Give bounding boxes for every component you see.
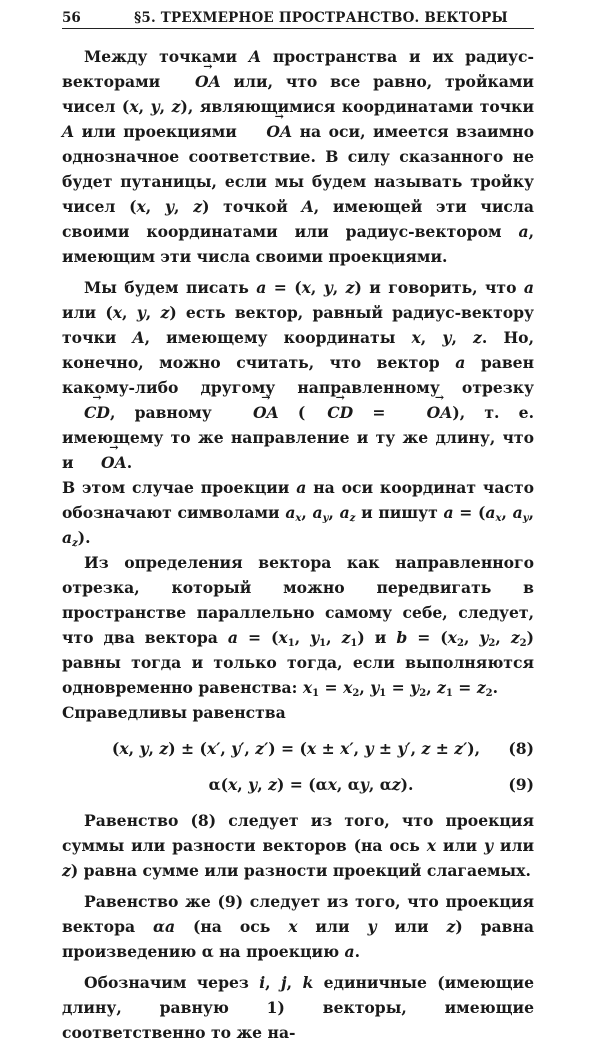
subscript: 2 — [488, 638, 496, 649]
subscript: z — [349, 513, 356, 524]
text: , имеющему координаты — [144, 328, 412, 347]
text: В этом случае проекции — [62, 478, 297, 497]
projection-ax: a — [285, 503, 296, 522]
text: Обозначим через — [84, 973, 260, 992]
text: или — [493, 836, 535, 855]
text: = ( — [237, 628, 279, 647]
var-y: y — [479, 628, 489, 647]
subscript: 2 — [485, 688, 493, 699]
subscript: 1 — [445, 688, 453, 699]
text: = ( — [453, 503, 486, 522]
text: Справедливы равенства — [62, 703, 286, 722]
var-x-prime: x′ — [206, 739, 221, 758]
text: Равенство (8) следует из того, что проекция суммы или разности векторов (на ось — [62, 811, 534, 855]
var-z: z — [193, 197, 203, 216]
vector-a: a — [256, 278, 267, 297]
projection-ay: a — [512, 503, 523, 522]
text: или, что все равно, тройками чисел ( — [62, 72, 534, 116]
page — [62, 10, 534, 1045]
vector-a: a — [443, 503, 454, 522]
var-z: z — [160, 303, 170, 322]
comma: , — [244, 739, 256, 758]
symbol: ), — [467, 739, 481, 758]
comma: , — [332, 278, 346, 297]
comma: , — [237, 775, 249, 794]
text: или — [436, 836, 484, 855]
var-y: y — [310, 628, 320, 647]
text: , равному — [109, 403, 231, 422]
symbol: ) = ( — [268, 739, 307, 758]
var-y: y — [410, 678, 420, 697]
text: ) равна произведению α на проекцию — [62, 917, 534, 961]
var-y: y — [248, 775, 258, 794]
vector-oa: → OA — [405, 405, 453, 421]
text: . — [492, 678, 499, 697]
vector-oa: → OA — [244, 124, 292, 140]
subscript: z — [72, 538, 78, 549]
comma: , — [257, 775, 269, 794]
text: = ( — [407, 628, 448, 647]
point-symbol: A — [132, 328, 145, 347]
symbol: ± — [373, 739, 398, 758]
var-z: z — [476, 678, 486, 697]
vector-b: b — [396, 628, 408, 647]
text: пространства и их радиус-векторами — [62, 47, 534, 91]
text: ) равны тогда и только тогда, если выполняются одновременно равенства: — [62, 628, 535, 697]
text: = ( — [266, 278, 302, 297]
comma: , — [145, 197, 165, 216]
symbol: ) ± ( — [168, 739, 207, 758]
var-z: z — [171, 97, 181, 116]
formula-body — [62, 736, 500, 761]
subscript: 1 — [319, 638, 327, 649]
symbol: ( — [111, 739, 120, 758]
symbol: ± — [316, 739, 341, 758]
text: , имеющей эти числа своими координатами или радиус-вектором — [62, 197, 535, 241]
subscript: x — [295, 513, 302, 524]
projection-ay: a — [312, 503, 323, 522]
comma: , — [265, 973, 281, 992]
var-z: z — [421, 739, 431, 758]
vector-oa: → OA — [231, 405, 279, 421]
var-z: z — [341, 628, 351, 647]
comma: , — [463, 628, 480, 647]
var-x: x — [327, 775, 337, 794]
symbol: , α — [336, 775, 360, 794]
var-x: x — [288, 917, 298, 936]
equals: = — [319, 678, 344, 697]
text: . — [354, 942, 361, 961]
var-z: z — [391, 775, 401, 794]
point-symbol: A — [62, 122, 75, 141]
text: ). — [77, 528, 91, 547]
var-y: y — [136, 303, 146, 322]
text: ) и говорить, что — [354, 278, 524, 297]
symbol: , α — [368, 775, 392, 794]
equals: = — [386, 678, 411, 697]
scaled-vector: αa — [153, 917, 176, 936]
var-y-prime: y′ — [231, 739, 245, 758]
comma: , — [145, 303, 161, 322]
body-text — [62, 44, 534, 1045]
var-y-prime: y′ — [397, 739, 411, 758]
subscript: x — [495, 513, 502, 524]
subscript: 2 — [456, 638, 464, 649]
unit-vector-k: k — [302, 973, 314, 992]
comma: , — [128, 739, 140, 758]
symbol: α( — [208, 775, 228, 794]
paragraph-3 — [62, 475, 534, 550]
text: ), являющимися координатами точки — [180, 97, 535, 116]
text: ) и — [357, 628, 397, 647]
equation-number: (9) — [508, 775, 534, 794]
comma: , — [159, 97, 172, 116]
subscript: 2 — [352, 688, 360, 699]
text: и пишут — [355, 503, 444, 522]
var-x: x — [136, 197, 146, 216]
var-y: y — [359, 775, 369, 794]
var-x: x — [278, 628, 288, 647]
var-y: y — [139, 739, 149, 758]
var-z-prime: z′ — [454, 739, 468, 758]
comma: , — [426, 678, 438, 697]
symbol: ± — [430, 739, 455, 758]
vector-oa: → OA — [173, 74, 221, 90]
comma: , — [501, 503, 513, 522]
formula-body — [62, 772, 500, 797]
comma: , — [286, 973, 303, 992]
var-y: y — [483, 836, 493, 855]
text: или — [297, 917, 368, 936]
var-y: y — [370, 678, 380, 697]
text: (на ось — [175, 917, 289, 936]
subscript: 2 — [519, 638, 527, 649]
var-y: y — [367, 917, 377, 936]
vector-oa: → OA — [79, 455, 127, 471]
var-x: x — [306, 739, 317, 758]
comma: , — [310, 278, 324, 297]
var-x: x — [447, 628, 457, 647]
vector-a: a — [227, 628, 238, 647]
text: ( — [278, 403, 306, 422]
text: = — [353, 403, 405, 422]
vector-a: a — [344, 942, 355, 961]
subscript: 1 — [287, 638, 295, 649]
formula-9 — [62, 772, 534, 797]
unit-vector-i: i — [259, 973, 266, 992]
vector-a: a — [455, 353, 466, 372]
var-y: y — [150, 97, 160, 116]
point-symbol: A — [301, 197, 314, 216]
paragraph-2 — [62, 275, 534, 475]
equals: = — [452, 678, 477, 697]
var-z: z — [437, 678, 446, 697]
comma: , — [353, 739, 365, 758]
symbol: ) = (α — [276, 775, 328, 794]
comma: , — [326, 628, 342, 647]
var-z: z — [159, 739, 169, 758]
var-x: x — [426, 836, 437, 855]
comma: , — [359, 678, 371, 697]
unit-vector-j: j — [280, 973, 287, 992]
comma: , — [148, 739, 160, 758]
paragraph-4 — [62, 550, 534, 700]
var-z: z — [446, 917, 456, 936]
var-x: x — [119, 739, 129, 758]
var-x: x — [129, 97, 139, 116]
var-z: z — [345, 278, 355, 297]
text: Равенство же (9) следует из того, что проекция вектора — [62, 892, 534, 936]
var-y: y — [442, 328, 452, 347]
comma: , — [420, 328, 443, 347]
comma: , — [451, 328, 474, 347]
comma: , — [301, 503, 313, 522]
var-x: x — [301, 278, 311, 297]
comma: , — [495, 628, 511, 647]
page-number: 56 — [62, 10, 81, 26]
comma: , — [294, 628, 311, 647]
comma: , — [122, 303, 137, 322]
text: на оси, имеется взаимно однозначное соответствие. В силу сказанного не будет путаницы, если мы будем называть тройку чисел ( — [62, 122, 534, 216]
vector-a: a — [523, 278, 534, 297]
var-x: x — [302, 678, 313, 697]
text: равен какому-либо другому направленному отрезку — [62, 353, 535, 397]
paragraph-6 — [62, 808, 534, 883]
comma: , — [528, 503, 534, 522]
comma: , — [138, 97, 151, 116]
var-z-prime: z′ — [255, 739, 269, 758]
symbol: ). — [400, 775, 414, 794]
var-x-prime: x′ — [340, 739, 354, 758]
var-x: x — [112, 303, 123, 322]
comma: , — [174, 197, 194, 216]
comma: , — [220, 739, 232, 758]
var-y: y — [164, 197, 175, 216]
text: Из определения вектора как направленного отрезка, который можно передвигать в пространстве параллельно самому себе, следует, что два вектора — [62, 553, 534, 647]
text: Мы будем писать — [84, 278, 257, 297]
vector-a: a — [296, 478, 307, 497]
comma: , — [410, 739, 422, 758]
text: единичные (имеющие длину, равную 1) векторы, имеющие соответственно то же на- — [62, 973, 535, 1042]
subscript: y — [322, 513, 329, 524]
var-x: x — [411, 328, 421, 347]
subscript: 1 — [312, 688, 320, 699]
vector-cd: → CD — [305, 405, 353, 421]
formula-8 — [62, 736, 534, 761]
var-x: x — [228, 775, 238, 794]
projection-az: a — [62, 528, 73, 547]
text: ) точкой — [202, 197, 302, 216]
paragraph-7 — [62, 889, 534, 964]
subscript: 1 — [350, 638, 358, 649]
running-header — [62, 10, 534, 29]
text: на оси координат часто обозначают символами — [62, 478, 534, 522]
section-title: §5. ТРЕХМЕРНОЕ ПРОСТРАНСТВО. ВЕКТОРЫ — [134, 10, 508, 26]
comma: , — [328, 503, 340, 522]
subscript: 1 — [379, 688, 387, 699]
text: . Но, конечно, можно считать, что вектор — [62, 328, 535, 372]
paragraph-5 — [62, 700, 534, 725]
projection-ax: a — [485, 503, 496, 522]
paragraph-1 — [62, 44, 534, 269]
text: или ( — [62, 303, 113, 322]
text: , имеющим эти числа своими проекциями. — [62, 222, 534, 266]
projection-az: a — [339, 503, 350, 522]
text: или — [376, 917, 447, 936]
var-y: y — [364, 739, 374, 758]
var-z: z — [62, 861, 71, 880]
text: Между точками — [84, 47, 249, 66]
text: . — [126, 453, 133, 472]
text: или проекциями — [74, 122, 245, 141]
subscript: 2 — [419, 688, 427, 699]
var-z: z — [473, 328, 482, 347]
vector-cd: → CD — [62, 405, 110, 421]
var-y: y — [323, 278, 333, 297]
point-symbol: A — [248, 47, 261, 66]
var-z: z — [510, 628, 520, 647]
text: ), т. е. имеющему то же направление и ту же длину, что и — [62, 403, 534, 472]
subscript: y — [522, 513, 529, 524]
text: ) равна сумме или разности проекций слагаемых. — [70, 861, 531, 880]
paragraph-8 — [62, 970, 534, 1045]
var-z: z — [268, 775, 277, 794]
var-x: x — [343, 678, 353, 697]
equation-number: (8) — [508, 739, 534, 758]
vector-a: a — [518, 222, 529, 241]
text: ) есть вектор, равный радиус-вектору точки — [62, 303, 535, 347]
